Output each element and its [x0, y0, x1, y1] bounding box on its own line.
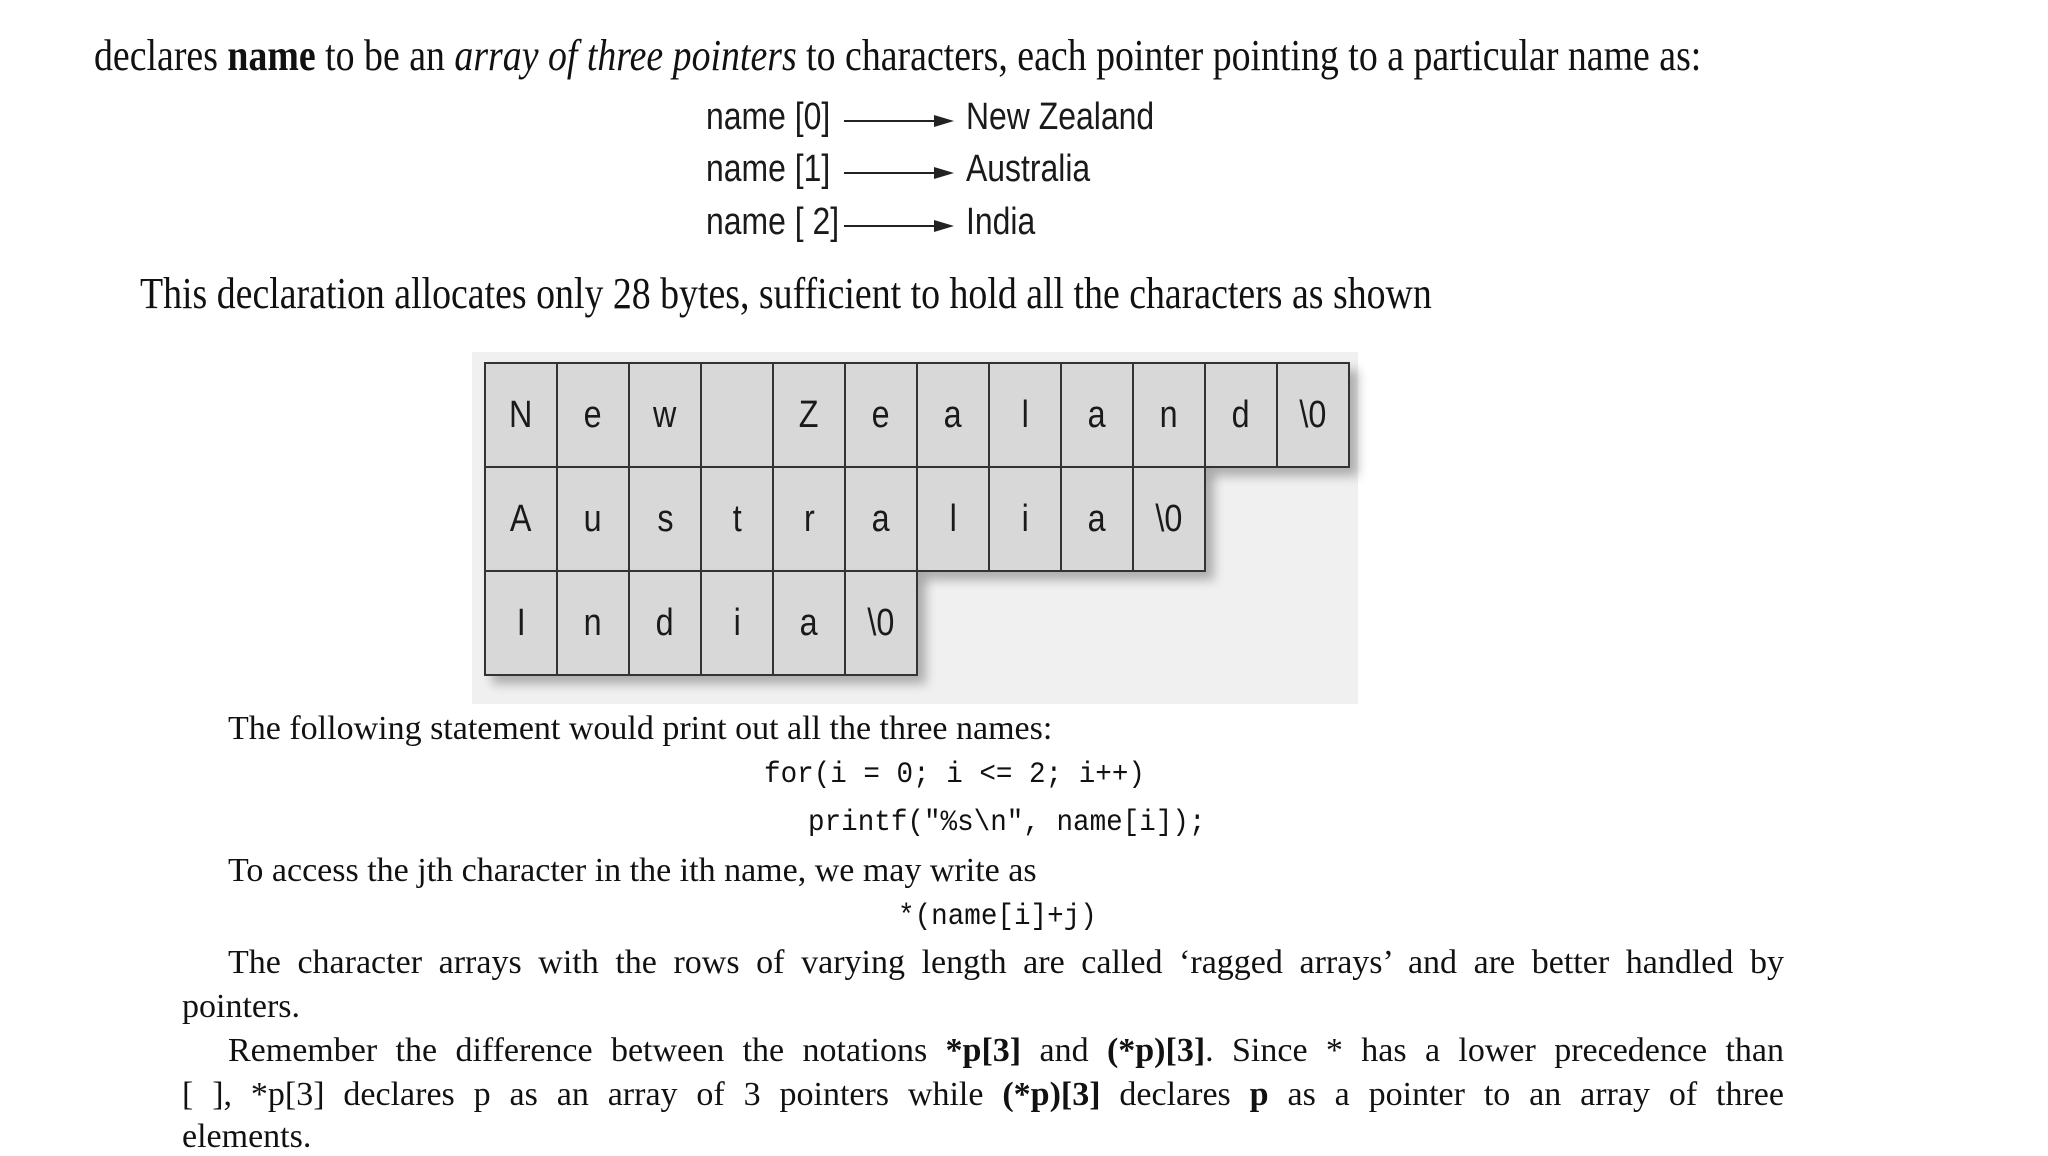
pointer-target-2: India	[966, 201, 1036, 243]
pointer-target-0: New Zealand	[966, 96, 1155, 138]
char-cell-value: l	[1021, 393, 1029, 436]
remember-line-2	[182, 1076, 1784, 1114]
remember2-text-c: declares	[1100, 1076, 1250, 1113]
char-cell-value: N	[509, 393, 533, 436]
char-cell	[1060, 466, 1134, 572]
char-cell-value: s	[656, 497, 674, 540]
code-printf: printf("%s\n", name[i]);	[808, 806, 1206, 840]
remember-notation-2: (*p)[3]	[1106, 1032, 1206, 1069]
intro-text-5: to characters, each pointer pointing to a particular name as:	[796, 31, 1702, 80]
char-cell	[844, 570, 918, 676]
char-cell-value: n	[584, 601, 602, 644]
char-cell	[1204, 362, 1278, 468]
char-cell	[628, 570, 702, 676]
intro-text-3: to be an	[315, 31, 455, 80]
char-cell	[556, 362, 630, 468]
arrow-head-2	[934, 220, 954, 232]
intro-name-keyword: name	[227, 31, 316, 80]
pointer-target-1: Australia	[966, 148, 1091, 190]
char-cell-value: a	[944, 393, 962, 436]
arrow-line-2	[844, 225, 944, 227]
remember-notation-1: *p[3]	[945, 1032, 1022, 1069]
char-cell-value: i	[733, 601, 741, 644]
pointer-label-2: name [ 2]	[706, 201, 840, 243]
char-cell	[772, 570, 846, 676]
char-cell	[1132, 362, 1206, 468]
intro-emphasis: array of three pointers	[454, 31, 797, 80]
pointer-label-0: name [0]	[706, 96, 831, 138]
char-grid-row-2	[484, 570, 918, 676]
char-cell	[988, 362, 1062, 468]
char-cell	[1132, 466, 1206, 572]
char-cell	[1276, 362, 1350, 468]
arrow-head-1	[934, 167, 954, 179]
char-cell	[484, 466, 558, 572]
char-cell	[700, 570, 774, 676]
char-cell-value: I	[516, 601, 526, 644]
remember2-p: p	[1249, 1076, 1269, 1113]
char-cell-value: \0	[1155, 497, 1183, 540]
arrow-line-1	[844, 172, 944, 174]
char-cell	[988, 466, 1062, 572]
intro-line	[94, 30, 1701, 81]
char-cell-value: i	[1021, 497, 1029, 540]
char-cell-value: a	[872, 497, 890, 540]
code-for-loop: for(i = 0; i <= 2; i++)	[764, 758, 1145, 792]
char-cell-value: a	[1088, 497, 1106, 540]
remember-text-e: . Since * has a lower precedence than	[1205, 1032, 1784, 1069]
remember-line-3: elements.	[182, 1118, 312, 1155]
allocation-text: This declaration allocates only 28 bytes, sufficient to hold all the characters as shown	[140, 269, 1432, 318]
arrow-line-0	[844, 120, 944, 122]
char-cell	[844, 466, 918, 572]
char-cell-value: a	[800, 601, 818, 644]
char-cell	[484, 362, 558, 468]
char-cell-value: l	[949, 497, 957, 540]
char-cell-value: n	[1160, 393, 1178, 436]
char-cell	[772, 362, 846, 468]
char-cell	[700, 466, 774, 572]
ragged-arrays-line-1: The character arrays with the rows of varying length are called ‘ragged arrays’ and are better handled by	[228, 944, 1784, 981]
char-cell	[916, 466, 990, 572]
char-cell	[556, 466, 630, 572]
char-cell	[700, 362, 774, 468]
remember2-text-a: [ ], *p[3] declares p as an array of 3 pointers while	[182, 1076, 1003, 1113]
char-cell-value: u	[584, 497, 602, 540]
char-cell	[628, 466, 702, 572]
print-statement-intro: The following statement would print out all the three names:	[228, 710, 1053, 747]
char-cell-value: e	[872, 393, 890, 436]
remember-line-1	[228, 1032, 1784, 1070]
remember2-notation: (*p)[3]	[1002, 1076, 1101, 1113]
char-grid-row-1	[484, 466, 1206, 572]
char-cell	[556, 570, 630, 676]
char-cell-value: d	[1232, 393, 1250, 436]
char-grid-row-0	[484, 362, 1350, 468]
char-cell	[1060, 362, 1134, 468]
char-cell-value: w	[653, 393, 677, 436]
remember-text-a: Remember the difference between the notations	[228, 1032, 946, 1069]
char-cell	[628, 362, 702, 468]
char-cell-value: a	[1088, 393, 1106, 436]
char-cell	[916, 362, 990, 468]
char-cell-value: A	[510, 497, 532, 540]
char-cell	[844, 362, 918, 468]
access-char-text: To access the jth character in the ith name, we may write as	[228, 852, 1037, 889]
code-access-expression: *(name[i]+j)	[898, 900, 1097, 934]
char-cell-value: r	[803, 497, 815, 540]
char-cell-value: \0	[867, 601, 895, 644]
char-cell-value: d	[656, 601, 674, 644]
char-cell	[772, 466, 846, 572]
arrow-head-0	[934, 115, 954, 127]
remember-text-c: and	[1021, 1032, 1107, 1069]
intro-text-1: declares	[94, 31, 228, 80]
char-cell-value: t	[732, 497, 742, 540]
remember2-text-e: as a pointer to an array of three	[1268, 1076, 1784, 1113]
char-cell-value: Z	[799, 393, 819, 436]
char-cell-value: \0	[1299, 393, 1327, 436]
ragged-arrays-line-2: pointers.	[182, 988, 301, 1025]
pointer-label-1: name [1]	[706, 148, 831, 190]
char-cell	[484, 570, 558, 676]
char-cell-value: e	[584, 393, 602, 436]
